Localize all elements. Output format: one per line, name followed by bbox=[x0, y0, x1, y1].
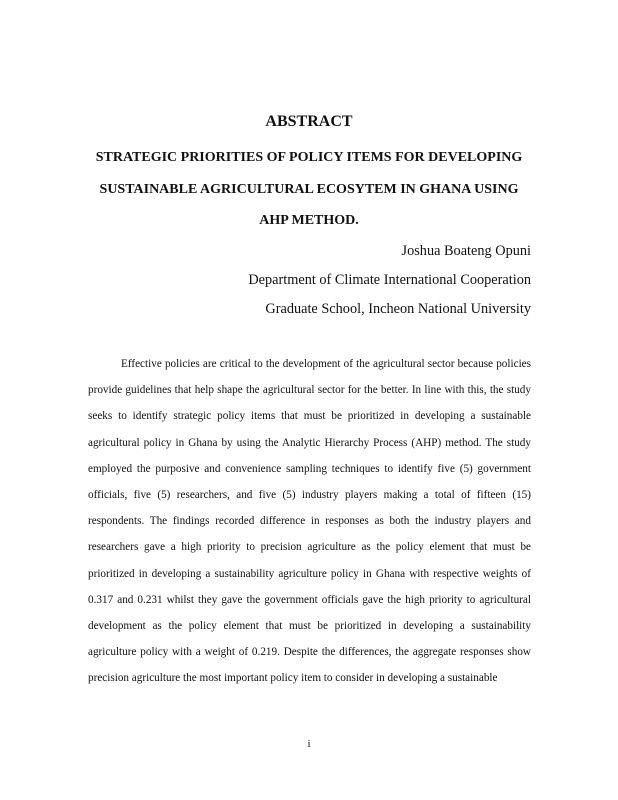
thesis-title-line-2: SUSTAINABLE AGRICULTURAL ECOSYTEM IN GHANA USING bbox=[99, 182, 519, 197]
author-name: Joshua Boateng Opuni bbox=[401, 243, 531, 259]
author-department: Department of Climate International Cooperation bbox=[248, 272, 531, 288]
thesis-title-line-1: STRATEGIC PRIORITIES OF POLICY ITEMS FOR DEVELOPING bbox=[95, 150, 523, 165]
author-school: Graduate School, Incheon National University bbox=[265, 301, 531, 317]
thesis-title-line-3: AHP METHOD. bbox=[259, 213, 359, 228]
abstract-heading: ABSTRACT bbox=[265, 113, 353, 130]
abstract-body-text: Effective policies are critical to the development of the agricultural sector because policies provide guidelines that help shape the agricultural sector for the better. In line with this, the study seeks to identify strategic policy items that must be prioritized in developing a sustainable agricultural policy in Ghana by using the Analytic Hierarchy Process (AHP) method. The study employed the purposive and convenience sampling techniques to identify five (5) government officials, five (5) researchers, and five (5) industry players making a total of fifteen (15) respondents. The findings recorded difference in responses as both the industry players and researchers gave a high priority to precision agriculture as the policy element that must be prioritized in developing a sustainability agriculture policy in Ghana with respective weights of 0.317 and 0.231 whilst they gave the government officials gave the high priority to agricultural development as the policy element that must be prioritized in developing a sustainability agriculture policy with a weight of 0.219. Despite the differences, the aggregate responses show precision agriculture the most important policy item to consider in developing a sustainable bbox=[88, 358, 531, 685]
page-number: i bbox=[307, 738, 311, 750]
